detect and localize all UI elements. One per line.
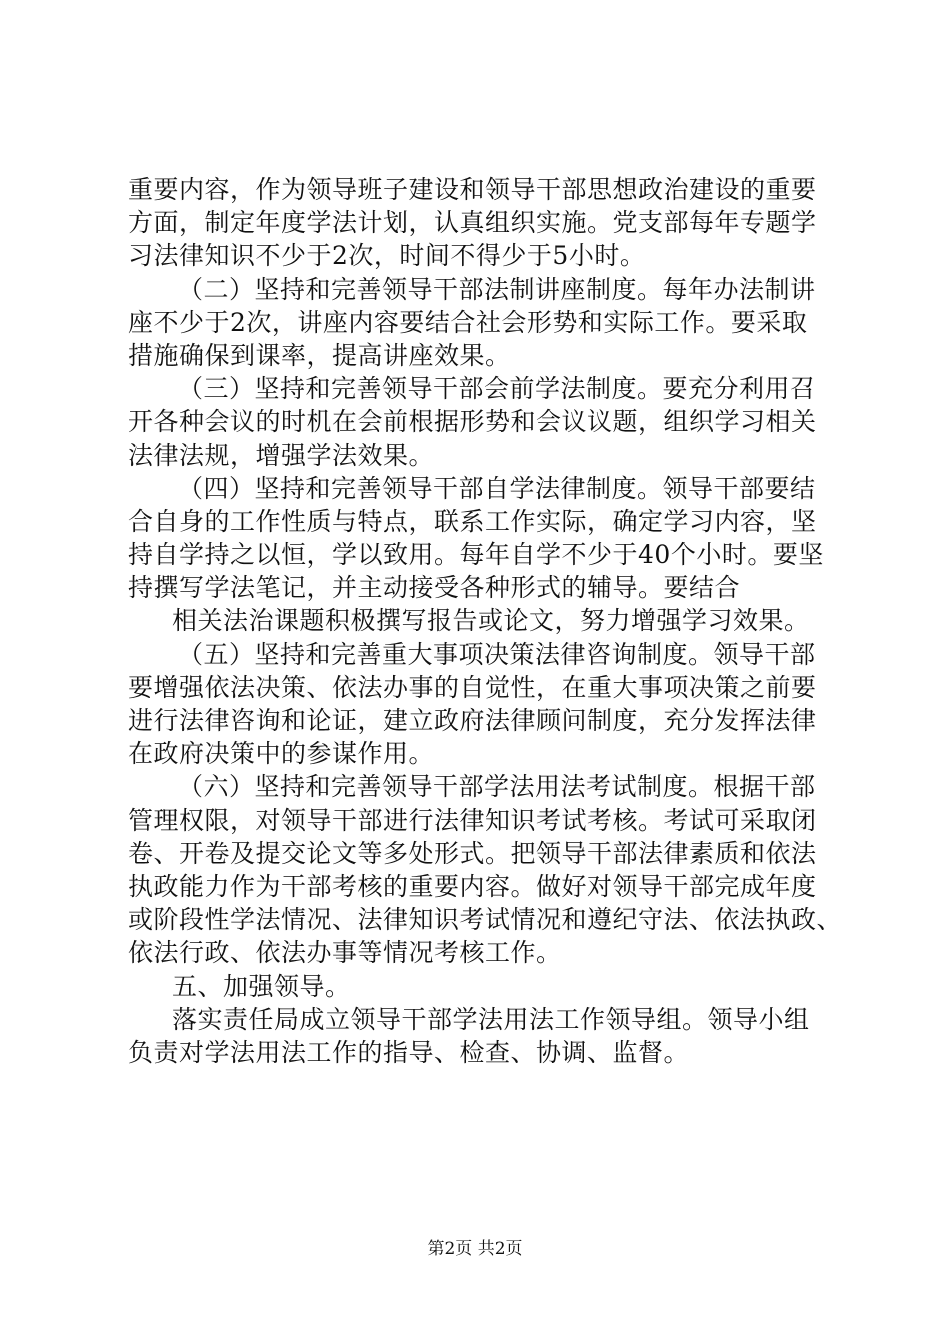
text-line: （二）坚持和完善领导干部法制讲座制度。每年办法制讲 (178, 274, 816, 304)
text-line: 重要内容，作为领导班子建设和领导干部思想政治建设的重要 (128, 175, 817, 204)
text-line: 或阶段性学法情况、法律知识考试情况和遵纪守法、依法执政、 (128, 905, 843, 935)
text-line: （五）坚持和完善重大事项决策法律咨询制度。领导干部 (178, 639, 816, 669)
text-line: 持自学持之以恒，学以致用。每年自学不少于40个小时。要坚 (128, 540, 824, 570)
text-line: 卷、开卷及提交论文等多处形式。把领导干部法律素质和依法 (128, 838, 817, 868)
text-line: 合自身的工作性质与特点，联系工作实际，确定学习内容，坚 (128, 506, 817, 536)
text-line: 要增强依法决策、依法办事的自觉性，在重大事项决策之前要 (128, 672, 817, 702)
text-line: 执政能力作为干部考核的重要内容。做好对领导干部完成年度 (128, 871, 817, 901)
text-line: 开各种会议的时机在会前根据形势和会议议题，组织学习相关 (128, 407, 817, 437)
text-line: 进行法律咨询和论证，建立政府法律顾问制度，充分发挥法律 (128, 706, 817, 735)
document-body (128, 173, 843, 1069)
text-line: 法律法规，增强学法效果。 (128, 440, 435, 470)
page-number-footer: 第2页 共2页 (427, 1239, 523, 1259)
text-line: 在政府决策中的参谋作用。 (128, 739, 435, 769)
text-line: 座不少于2次，讲座内容要结合社会形势和实际工作。要采取 (128, 307, 808, 337)
text-line: （三）坚持和完善领导干部会前学法制度。要充分利用召 (178, 374, 816, 404)
text-line: 负责对学法用法工作的指导、检查、协调、监督。 (128, 1037, 690, 1067)
text-line: 管理权限，对领导干部进行法律知识考试考核。考试可采取闭 (128, 805, 817, 835)
text-line: （六）坚持和完善领导干部学法用法考试制度。根据干部 (178, 772, 816, 802)
text-line: 依法行政、依法办事等情况考核工作。 (128, 938, 562, 968)
text-line: 方面，制定年度学法计划，认真组织实施。党支部每年专题学 (128, 208, 817, 238)
text-line: 措施确保到课率，提高讲座效果。 (128, 340, 511, 370)
text-line: 持撰写学法笔记，并主动接受各种形式的辅导。要结合 (128, 573, 741, 603)
text-line: 落实责任局成立领导干部学法用法工作领导组。领导小组 (172, 1004, 810, 1034)
section-heading: 五、加强领导。 (172, 971, 351, 1001)
text-line: （四）坚持和完善领导干部自学法律制度。领导干部要结 (178, 473, 816, 503)
text-line: 相关法治课题积极撰写报告或论文，努力增强学习效果。 (172, 606, 810, 636)
text-line: 习法律知识不少于2次，时间不得少于5小时。 (128, 241, 646, 271)
